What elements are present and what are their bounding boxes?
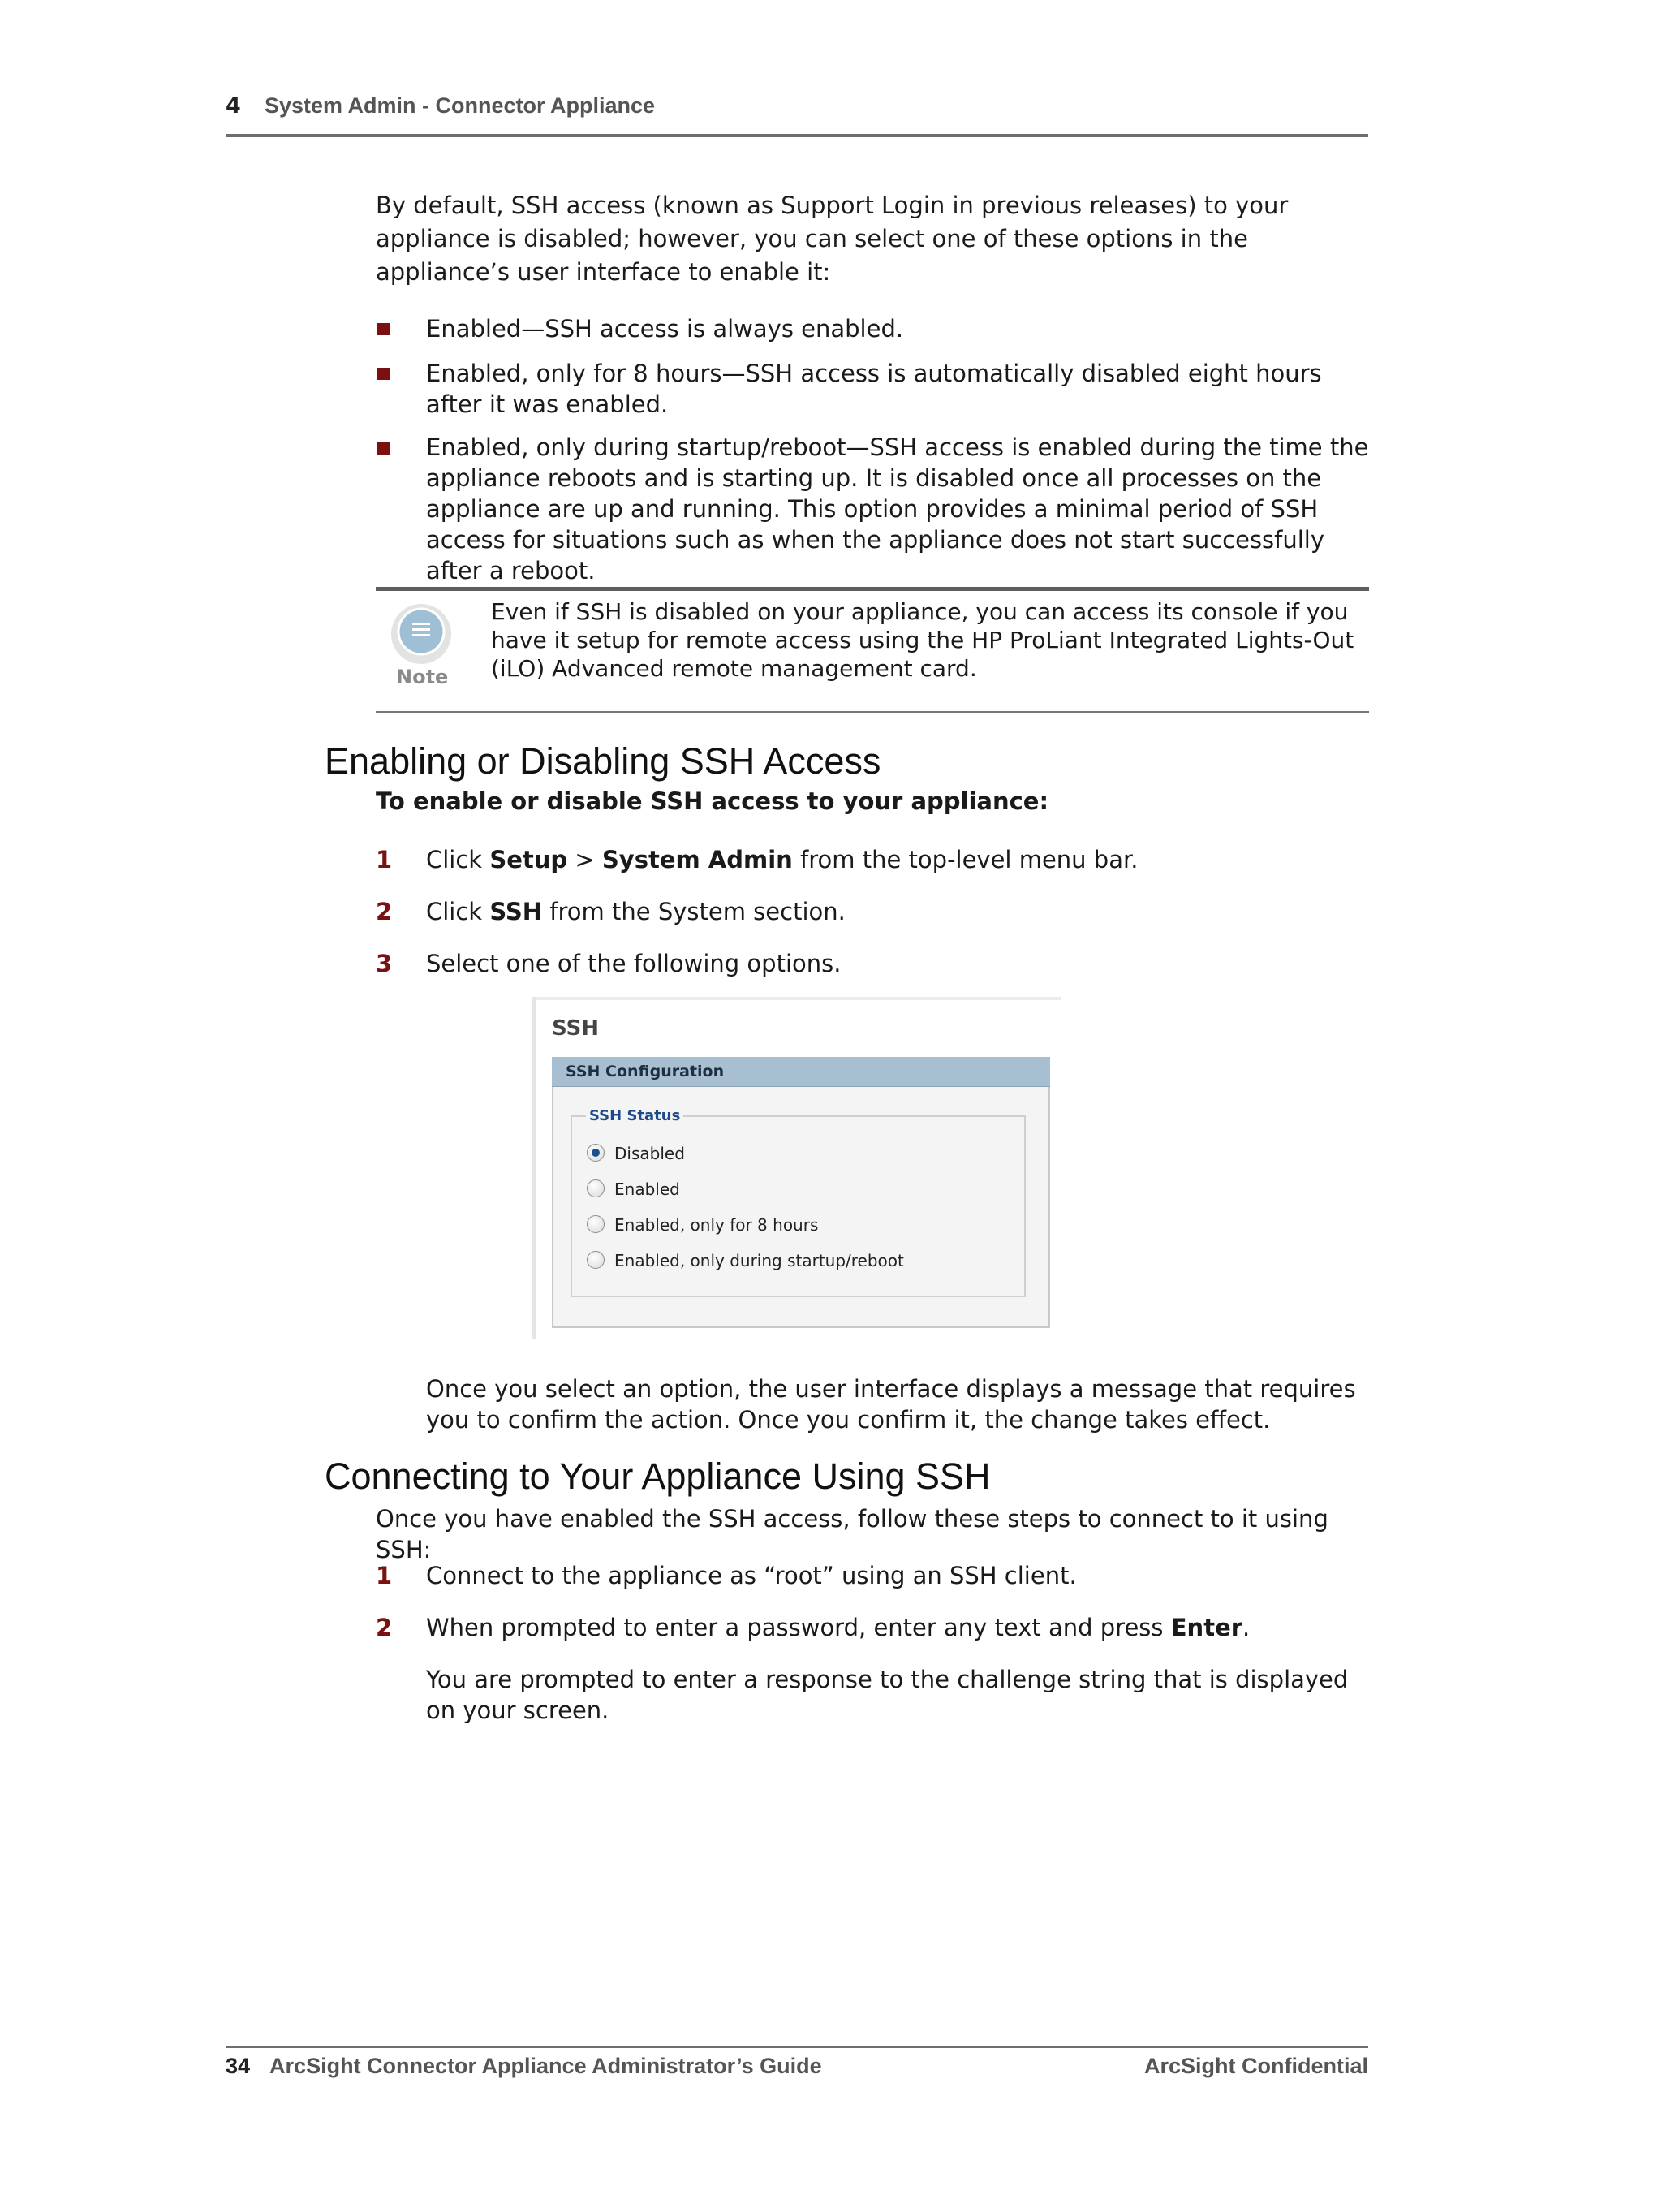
page-header <box>226 92 1368 137</box>
footer-title: ArcSight Connector Appliance Administrator’s Guide <box>269 2054 822 2078</box>
radio-enabled[interactable] <box>587 1179 605 1197</box>
step-1-text: Click Setup > System Admin from the top-level menu bar. <box>426 846 1139 873</box>
section-title-enable-ssh: Enabling or Disabling SSH Access <box>325 740 881 782</box>
connect-step-1-text: Connect to the appliance as “root” using an SSH client. <box>426 1562 1077 1589</box>
radio-enabled-8-hours[interactable] <box>587 1215 605 1233</box>
bullet-icon <box>377 442 390 455</box>
step-number: 1 <box>376 1562 393 1589</box>
footer-page-number: 34 <box>226 2054 251 2078</box>
intro-paragraph: By default, SSH access (known as Support Login in previous releases) to your appliance is disabled; however, you can select one of these options in the appliance’s user interface to enable it: <box>376 192 1289 286</box>
footer-confidential: ArcSight Confidential <box>1144 2054 1368 2078</box>
step-number: 3 <box>376 950 393 977</box>
menu-ssh-label: SSH <box>489 898 543 925</box>
note-icon <box>390 602 453 666</box>
menu-setup-label: Setup <box>489 846 568 873</box>
step-3-text: Select one of the following options. <box>426 950 842 977</box>
radio-enabled-startup[interactable] <box>587 1251 605 1269</box>
section-title-connect-ssh: Connecting to Your Appliance Using SSH <box>325 1455 991 1497</box>
footer-rule <box>226 2046 1368 2048</box>
menu-system-admin-label: System Admin <box>601 846 793 873</box>
bullet-item-3: Enabled, only during startup/reboot—SSH access is enabled during the time the appliance reboots and is starting up. It is disabled once all processes on the appliance are up and running. This option provides a minimal period of SSH access for situations such as when the appliance does not start successfully after a reboot. <box>426 433 1369 584</box>
radio-label-enabled[interactable]: Enabled <box>614 1179 680 1199</box>
enter-key-label: Enter <box>1170 1614 1243 1641</box>
bullet-icon <box>377 323 390 335</box>
note-text: Even if SSH is disabled on your appliance, you can access its console if you have it setup for remote access using the HP ProLiant Integrated Lights-Out (iLO) Advanced remote management card. <box>491 598 1354 682</box>
bullet-item-1: Enabled—SSH access is always enabled. <box>426 315 904 343</box>
header-page-number: 4 <box>226 93 241 119</box>
radio-label-disabled[interactable]: Disabled <box>614 1144 685 1163</box>
bullet-icon <box>377 368 390 380</box>
step-number: 1 <box>376 846 393 873</box>
radio-label-enabled-startup[interactable]: Enabled, only during startup/reboot <box>614 1251 904 1270</box>
radio-label-enabled-8-hours[interactable]: Enabled, only for 8 hours <box>614 1215 819 1235</box>
section2-intro: Once you have enabled the SSH access, follow these steps to connect to it using SSH: <box>376 1505 1328 1563</box>
note-bottom-rule <box>376 711 1369 713</box>
note-label: Note <box>396 666 449 688</box>
connect-after-paragraph: You are prompted to enter a response to the challenge string that is displayed on your screen. <box>426 1666 1349 1724</box>
step-2-text: Click SSH from the System section. <box>426 898 846 925</box>
step-number: 2 <box>376 898 393 925</box>
header-title: System Admin - Connector Appliance <box>265 93 656 118</box>
footer-left <box>226 2054 822 2079</box>
bullet-item-2: Enabled, only for 8 hours—SSH access is automatically disabled eight hours after it was enabled. <box>426 360 1322 418</box>
radio-disabled[interactable] <box>587 1144 605 1162</box>
connect-step-2-text: When prompted to enter a password, enter any text and press Enter. <box>426 1614 1251 1641</box>
note-top-rule <box>376 587 1369 591</box>
screenshot-edge-top <box>532 997 1061 1000</box>
step-number: 2 <box>376 1614 393 1641</box>
screenshot-edge-left <box>532 997 536 1339</box>
ssh-status-legend: SSH Status <box>586 1107 683 1124</box>
after-options-paragraph: Once you select an option, the user interface displays a message that requires you to confirm the action. Once you confirm it, the change takes effect. <box>426 1375 1356 1434</box>
ssh-configuration-header-text: SSH Configuration <box>566 1063 725 1080</box>
procedure-subhead: To enable or disable SSH access to your appliance: <box>376 787 1049 815</box>
ssh-page-title: SSH <box>552 1016 600 1041</box>
